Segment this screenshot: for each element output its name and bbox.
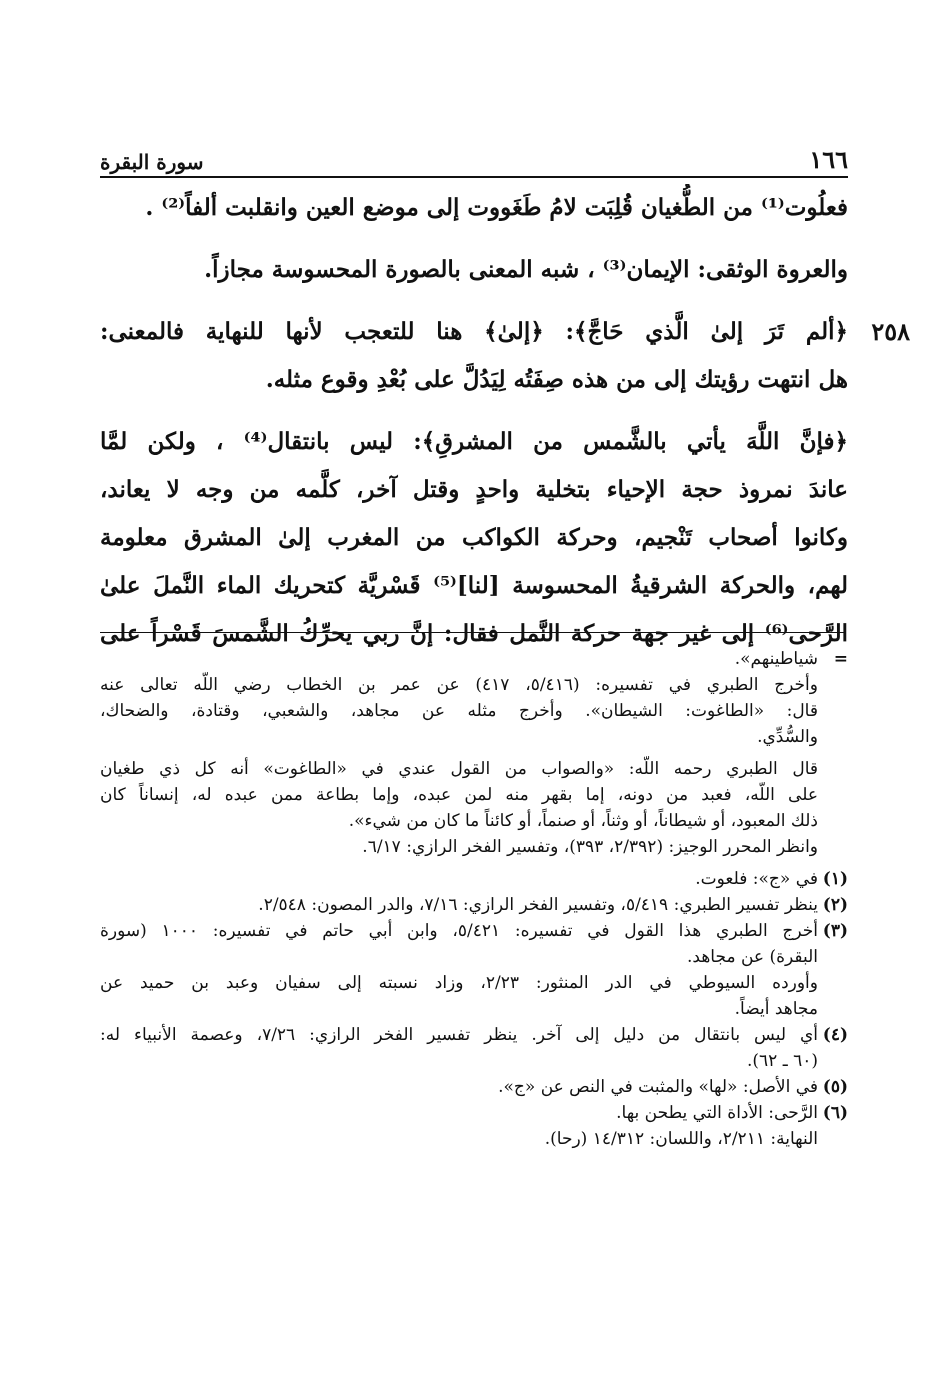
paragraph-sun (100, 418, 848, 658)
footnote-line: النهاية: ٢/٢١١، واللسان: ١٤/٣١٢ (رحا). (544, 1129, 818, 1149)
footnote-2 (100, 892, 848, 918)
footnote-3 (100, 918, 848, 1022)
footnote-mark: (٣) (822, 921, 848, 941)
surah-name: سورة البقرة (100, 150, 204, 174)
text-line: هل انتهت رؤيتك إلى من هذه صِفَتُه لِيَدُلَّ على بُعْدِ وقوع مثله. (265, 366, 848, 393)
footnote-line: وأخرج الطبري في تفسيره: (٥/٤١٦، ٤١٧) عن عمر بن الخطاب رضي اللَّه تعالى عنه (100, 675, 818, 695)
footnote-line: (٦٠ ـ ٦٢). (746, 1051, 818, 1071)
footnote-paragraph (100, 834, 848, 860)
footnote-mark: (٥) (822, 1077, 848, 1097)
main-text (100, 184, 910, 658)
continuation-mark: = (833, 649, 848, 669)
footnote-line: وأورده السيوطي في الدر المنثور: ٢/٢٣، وزاد نسبته إلى سفيان وعبد بن حميد عن (100, 973, 818, 993)
footnote-paragraph (100, 756, 848, 834)
paragraph-taghut (100, 184, 848, 232)
text-line: فعلُوت⁽¹⁾ من الطُّغيان قُلِبَت لامُ طَغَووت إلى موضع العين وانقلبت ألفاً⁽²⁾ . (145, 194, 848, 221)
header-rule (100, 176, 848, 178)
footnote-line: على اللَّه، فعبد من دونه، إما بقهر منه لمن عبده، وإما بطاعة ممن عبده له، إنساناً كان (100, 785, 818, 805)
footnote-mark: (١) (822, 869, 848, 889)
text-line: ﴿فإنَّ اللَّهَ يأتي بالشَّمس من المشرقِ﴾: ليس بانتقال⁽⁴⁾ ، ولكن لمَّا (100, 428, 848, 455)
footnote-line: أخرج الطبري هذا القول في تفسيره: ٥/٤٢١، وابن أبي حاتم في تفسيره: ١٠٠٠ (سورة (100, 921, 818, 941)
footnote-line: قال: «الطاغوت: الشيطان». وأخرج مثله عن مجاهد، والشعبي، وقتادة، والضحاك، (100, 701, 818, 721)
text-line: الرَّحى⁽⁶⁾ إلى غير جهة حركة النَّمل فقال: إنَّ ربي يحرِّكُ الشَّمسَ قَسْراً على (100, 620, 848, 647)
footnote-6 (100, 1100, 848, 1152)
footnote-line: أي ليس بانتقال من دليل إلى آخر. ينظر تفسير الفخر الرازي: ٧/٢٦، وعصمة الأنبياء له: (100, 1025, 818, 1045)
footnote-line: شياطينهم». (734, 649, 818, 669)
footnote-4 (100, 1022, 848, 1074)
footnote-line: البقرة) عن مجاهد. (687, 947, 818, 967)
verse-number: ٢٥٨ (871, 317, 910, 346)
footnote-line: مجاهد أيضاً. (734, 999, 818, 1019)
text-line: عاندَ نمروذ حجة الإحياء بتخلية واحدٍ وقتل آخر، كلَّمه من وجه لا يعاند، (100, 476, 848, 503)
footnote-paragraph (100, 672, 848, 750)
text-line: لهم، والحركة الشرقيةُ المحسوسة [لنا]⁽⁵⁾ قَسْريَّة كتحريك الماء النَّملَ علىٰ (100, 572, 848, 599)
text-line: وكانوا أصحاب تَنْجيم، وحركة الكواكب من المغرب إلىٰ المشرق معلومة (100, 524, 848, 551)
text-line: والعروة الوثقى: الإيمان⁽³⁾ ، شبه المعنى بالصورة المحسوسة مجازاً. (204, 256, 848, 283)
page-number: ١٦٦ (809, 145, 848, 174)
paragraph-verse-258 (100, 308, 910, 404)
footnote-line: في الأصل: «لها» والمثبت في النص عن «ج». (498, 1077, 818, 1097)
footnote-mark: (٤) (822, 1025, 848, 1045)
footnote-continuation (100, 646, 848, 672)
footnote-rule (100, 632, 845, 633)
running-header (100, 140, 848, 174)
footnote-mark: (٦) (822, 1103, 848, 1123)
footnote-mark: (٢) (822, 895, 848, 915)
footnote-line: والسُّدِّي. (757, 727, 818, 747)
footnote-line: وانظر المحرر الوجيز: (٢/٣٩٢، ٣٩٣)، وتفسير الفخر الرازي: ٦/١٧. (362, 837, 818, 857)
footnote-line: الرَّحى: الأداة التي يطحن بها. (616, 1103, 818, 1123)
footnote-5 (100, 1074, 848, 1100)
footnote-line: في «ج»: فلعوت. (695, 869, 818, 889)
footnote-1 (100, 866, 848, 892)
footnotes (100, 646, 848, 1152)
footnote-line: قال الطبري رحمه اللَّه: «والصواب من القول عندي في «الطاغوت» أنه كل ذي طغيان (100, 759, 818, 779)
paragraph-urwa (100, 246, 848, 294)
text-line: ﴿ألم تَرَ إلىٰ الَّذي حَاجَّ﴾: ﴿إلىٰ﴾ هنا للتعجب لأنها للنهاية فالمعنى: (100, 318, 848, 345)
footnote-line: ذلك المعبود، أو شيطاناً، أو وثناً، أو صنماً، أو كائناً ما كان من شيء». (348, 811, 818, 831)
footnote-line: ينظر تفسير الطبري: ٥/٤١٩، وتفسير الفخر الرازي: ٧/١٦، والدر المصون: ٢/٥٤٨. (258, 895, 818, 915)
